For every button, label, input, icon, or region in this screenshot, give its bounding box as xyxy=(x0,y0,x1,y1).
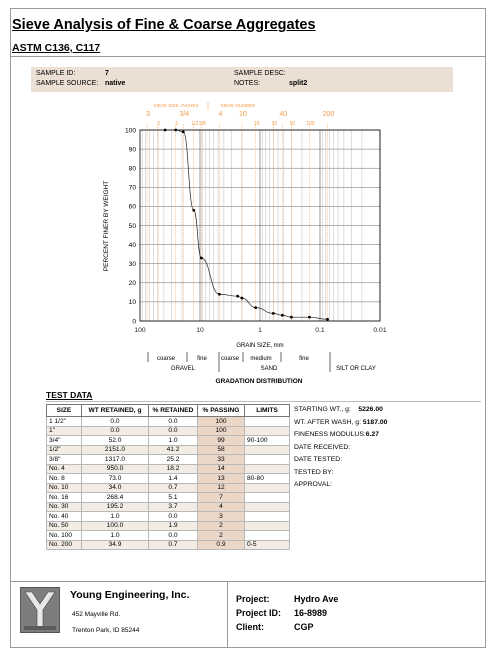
table-row xyxy=(47,464,290,474)
sample-source-label: SAMPLE SOURCE: xyxy=(36,80,99,87)
data-point xyxy=(192,209,195,212)
table-cell xyxy=(245,464,290,474)
y-tick-label: 20 xyxy=(128,280,136,288)
table-cell: 2 xyxy=(198,531,245,541)
table-cell xyxy=(245,445,290,455)
table-cell: 1317.0 xyxy=(82,455,149,465)
data-point xyxy=(290,316,293,319)
table-cell xyxy=(245,493,290,503)
notes-value: split2 xyxy=(289,80,308,87)
table-cell: No. 100 xyxy=(47,531,82,541)
table-cell: 1.4 xyxy=(149,474,198,484)
data-point xyxy=(281,314,284,317)
tested-by-label: TESTED BY: xyxy=(294,468,334,476)
gradation-sublabel: medium xyxy=(250,356,272,362)
table-cell: No. 16 xyxy=(47,493,82,503)
table-cell: 13 xyxy=(198,474,245,484)
table-cell: 14 xyxy=(198,464,245,474)
table-cell: 950.0 xyxy=(82,464,149,474)
table-cell: 0.0 xyxy=(149,417,198,427)
table-row xyxy=(47,531,290,541)
table-cell: 0.9 xyxy=(198,540,245,550)
sample-id-value: 7 xyxy=(105,70,109,77)
project-value: Hydro Ave xyxy=(294,594,339,604)
y-tick-label: 30 xyxy=(128,261,136,268)
table-header: % PASSING xyxy=(198,405,245,417)
date-received-label: DATE RECEIVED: xyxy=(294,443,351,451)
table-cell: 3/8" xyxy=(47,455,82,465)
gradation-curve xyxy=(165,130,327,319)
fineness-label: FINENESS MODULUS: xyxy=(294,431,366,438)
gradation-distribution xyxy=(148,352,376,372)
x-tick-label: 10 xyxy=(196,327,204,334)
sieve-label: 100 xyxy=(306,121,315,127)
data-point xyxy=(164,129,167,132)
table-cell: 195.2 xyxy=(82,502,149,512)
company-address-line1: 452 Mayville Rd. xyxy=(72,611,121,618)
sieve-label: 2 xyxy=(157,121,161,127)
table-cell: 1/2" xyxy=(47,445,82,455)
data-point xyxy=(182,131,185,134)
starting-wt-value: 5226.00 xyxy=(358,406,383,413)
table-cell: 100.0 xyxy=(82,521,149,531)
table-cell: 0.7 xyxy=(149,540,198,550)
table-cell: 3.7 xyxy=(149,502,198,512)
sieve-label: 4 xyxy=(218,111,223,118)
sieve-label: 1/2 xyxy=(191,121,199,127)
wt-after-wash-value: 5187.00 xyxy=(362,418,388,426)
table-cell: 7 xyxy=(198,493,245,503)
sieve-label: 3/8 xyxy=(198,121,206,127)
chart-grid xyxy=(140,124,380,321)
sieve-size-header: SIEVE SIZE, INCHES xyxy=(153,103,199,108)
y-axis-ticks xyxy=(125,127,136,325)
project-id-value: 16-8989 xyxy=(294,608,328,618)
data-point xyxy=(200,257,203,260)
sieve-labels xyxy=(146,111,334,127)
table-cell xyxy=(245,483,290,493)
company-address-line2: Trenton Park, ID 85244 xyxy=(72,627,140,634)
gradation-sublabel: coarse xyxy=(220,356,240,362)
table-cell: 1 1/2" xyxy=(47,417,82,427)
table-cell: 58 xyxy=(198,445,245,455)
footer xyxy=(10,581,486,648)
table-cell: 1.9 xyxy=(149,521,198,531)
table-cell xyxy=(245,531,290,541)
table-row xyxy=(47,426,290,436)
table-cell: 3/4" xyxy=(47,436,82,446)
table-cell: 34.0 xyxy=(82,483,149,493)
x-tick-label: 0.1 xyxy=(315,327,325,334)
sieve-label: 200 xyxy=(322,111,335,118)
y-tick-label: 90 xyxy=(128,146,136,154)
sieve-label: 10 xyxy=(239,111,247,118)
table-cell: No. 50 xyxy=(47,521,82,531)
gradation-series xyxy=(164,129,329,321)
table-row xyxy=(47,474,290,484)
table-cell: No. 40 xyxy=(47,512,82,522)
data-point xyxy=(218,293,221,296)
table-row xyxy=(47,417,290,427)
gradation-sublabel: fine xyxy=(299,356,309,362)
table-row xyxy=(47,521,290,531)
gradation-sublabel: fine xyxy=(197,356,207,362)
gradation-group: GRAVEL xyxy=(171,366,195,372)
table-cell: 1.0 xyxy=(149,436,198,446)
data-point xyxy=(241,297,244,300)
y-axis-label: PERCENT FINER BY WEIGHT xyxy=(103,180,110,272)
table-cell: 2 xyxy=(198,521,245,531)
data-point xyxy=(326,318,329,321)
wt-after-wash-label: WT. AFTER WASH, g: xyxy=(294,418,361,426)
table-cell: 0-5 xyxy=(245,540,290,550)
table-row xyxy=(47,540,290,550)
sample-desc-label: SAMPLE DESC: xyxy=(234,70,286,77)
starting-wt-label: STARTING WT., g: xyxy=(294,406,351,413)
project-id-label: Project ID: xyxy=(236,608,282,618)
sieve-label: 30 xyxy=(271,121,278,127)
table-cell: No. 10 xyxy=(47,483,82,493)
table-cell: 2151.0 xyxy=(82,445,149,455)
client-label: Client: xyxy=(236,622,264,632)
table-cell xyxy=(245,417,290,427)
y-tick-label: 10 xyxy=(128,299,136,307)
test-data-title: TEST DATA xyxy=(46,390,481,402)
table-row xyxy=(47,512,290,522)
company-logo xyxy=(20,587,60,633)
report-title: Sieve Analysis of Fine & Coarse Aggregates xyxy=(12,17,316,33)
y-tick-label: 80 xyxy=(128,165,136,173)
gradation-title: GRADATION DISTRIBUTION xyxy=(215,378,303,385)
x-tick-label: 1 xyxy=(258,327,262,334)
table-cell: 80-80 xyxy=(245,474,290,484)
sieve-label: 40 xyxy=(279,111,288,118)
y-tick-label: 60 xyxy=(128,203,136,211)
table-cell: 34.9 xyxy=(82,540,149,550)
table-header: WT RETAINED, g xyxy=(82,405,149,417)
sieve-label: 50 xyxy=(289,121,296,127)
y-tick-label: 50 xyxy=(128,222,136,230)
table-cell: No. 30 xyxy=(47,502,82,512)
table-header: SIZE xyxy=(47,405,82,417)
sieve-number-header: SIEVE NUMBER xyxy=(220,103,256,108)
x-tick-label: 0.01 xyxy=(373,327,387,334)
test-stats xyxy=(294,406,387,494)
table-cell: 90-100 xyxy=(245,436,290,446)
table-cell: 0.0 xyxy=(149,512,198,522)
table-cell: 99 xyxy=(198,436,245,446)
sieve-label: 3 xyxy=(146,111,151,118)
table-cell: 12 xyxy=(198,483,245,493)
client-value: CGP xyxy=(294,622,314,632)
x-axis-label: GRAIN SIZE, mm xyxy=(236,343,284,349)
table-cell: 0.0 xyxy=(82,426,149,436)
table-cell: 52.0 xyxy=(82,436,149,446)
table-header: % RETAINED xyxy=(149,405,198,417)
table-cell xyxy=(245,455,290,465)
table-cell: 0.0 xyxy=(149,426,198,436)
x-tick-label: 100 xyxy=(134,327,146,334)
data-point xyxy=(236,295,239,298)
table-row xyxy=(47,493,290,503)
table-cell: 0.0 xyxy=(82,417,149,427)
table-cell: No. 200 xyxy=(47,540,82,550)
table-cell: 1.0 xyxy=(82,531,149,541)
table-row xyxy=(47,483,290,493)
table-cell xyxy=(245,521,290,531)
table-cell: 33 xyxy=(198,455,245,465)
sample-id-label: SAMPLE ID: xyxy=(36,70,76,77)
y-tick-label: 100 xyxy=(124,127,136,135)
table-cell: 18.2 xyxy=(149,464,198,474)
sieve-label: 1 xyxy=(175,121,179,127)
y-tick-label: 0 xyxy=(132,318,136,326)
table-row xyxy=(47,436,290,446)
table-cell: 100 xyxy=(198,426,245,436)
table-row xyxy=(47,455,290,465)
table-cell: 268.4 xyxy=(82,493,149,503)
notes-label: NOTES: xyxy=(234,80,261,87)
table-cell: No. 4 xyxy=(47,464,82,474)
table-cell: No. 8 xyxy=(47,474,82,484)
y-tick-label: 40 xyxy=(128,241,136,249)
table-cell xyxy=(245,512,290,522)
x-axis-ticks xyxy=(134,327,387,334)
footer-divider-vertical xyxy=(227,581,228,648)
table-cell: 4 xyxy=(198,502,245,512)
date-tested-label: DATE TESTED: xyxy=(294,456,343,463)
table-cell: 41.2 xyxy=(149,445,198,455)
table-cell: 1.0 xyxy=(82,512,149,522)
sieve-label: 16 xyxy=(253,121,260,127)
table-cell: 3 xyxy=(198,512,245,522)
approval-label: APPROVAL: xyxy=(294,481,333,488)
test-data-table xyxy=(46,404,290,550)
project-label: Project: xyxy=(236,594,270,604)
report-subtitle: ASTM C136, C117 xyxy=(12,42,101,54)
data-point xyxy=(308,316,311,319)
table-cell: 73.0 xyxy=(82,474,149,484)
table-row xyxy=(47,445,290,455)
gradation-group: SAND xyxy=(260,366,278,372)
sieve-label: 3/4 xyxy=(179,111,190,118)
company-name: Young Engineering, Inc. xyxy=(70,589,190,601)
table-cell xyxy=(245,426,290,436)
table-cell: 5.1 xyxy=(149,493,198,503)
table-cell: 0.0 xyxy=(149,531,198,541)
table-row xyxy=(47,502,290,512)
data-point xyxy=(174,129,177,132)
fineness-value: 6.27 xyxy=(365,431,379,438)
table-cell: 1" xyxy=(47,426,82,436)
sample-source-value: native xyxy=(105,80,126,87)
table-cell: 25.2 xyxy=(149,455,198,465)
data-point xyxy=(254,306,257,309)
table-header: LIMITS xyxy=(245,405,290,417)
table-cell: 0.7 xyxy=(149,483,198,493)
table-cell xyxy=(245,502,290,512)
gradation-group: SILT OR CLAY xyxy=(336,366,376,372)
data-point xyxy=(272,312,275,315)
y-tick-label: 70 xyxy=(128,184,136,192)
table-cell: 100 xyxy=(198,417,245,427)
gradation-sublabel: coarse xyxy=(156,356,176,362)
